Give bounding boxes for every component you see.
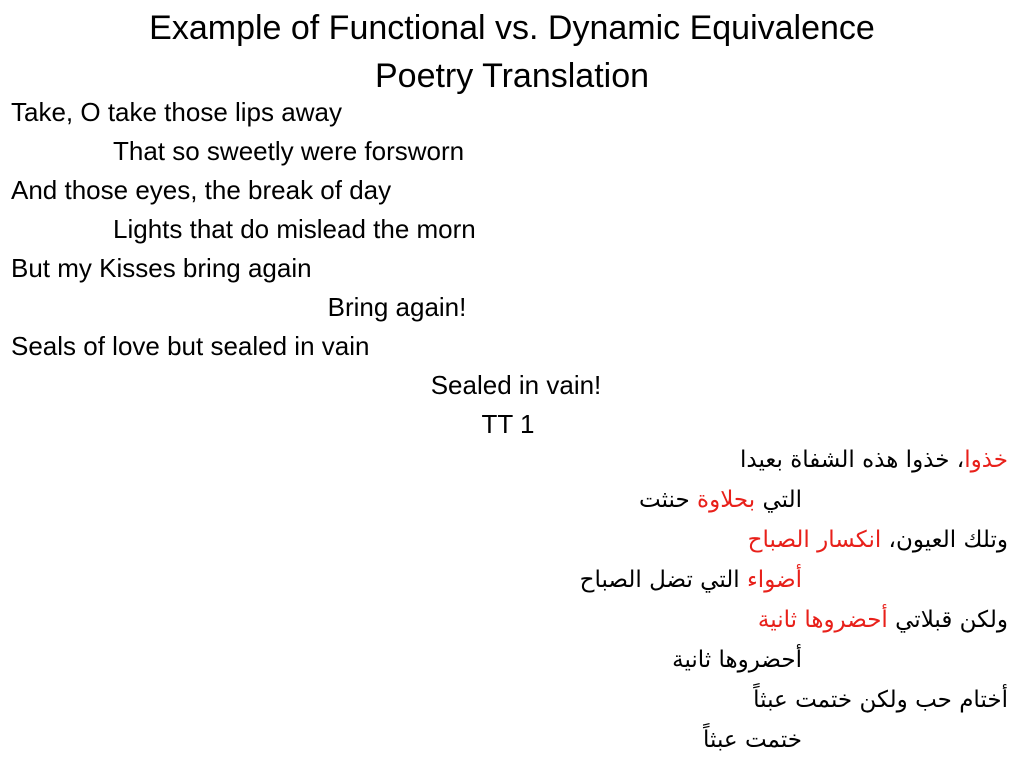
english-line: That so sweetly were forsworn bbox=[113, 136, 465, 166]
arabic-text: أحضروها ثانية bbox=[672, 647, 802, 673]
english-line: Take, O take those lips away bbox=[11, 97, 342, 127]
arabic-line bbox=[758, 600, 1008, 640]
english-line: And those eyes, the break of day bbox=[11, 175, 392, 205]
english-line: But my Kisses bring again bbox=[11, 253, 312, 283]
translation-label: TT 1 bbox=[481, 409, 535, 439]
arabic-text: ، خذوا هذه الشفاة بعيدا bbox=[739, 447, 965, 473]
arabic-text: ولكن قبلاتي bbox=[887, 607, 1008, 633]
highlighted-phrase: بحلاوة bbox=[697, 487, 756, 513]
arabic-text: وتلك العيون، bbox=[881, 527, 1008, 553]
arabic-line bbox=[740, 440, 1008, 480]
arabic-line bbox=[639, 480, 802, 520]
slide-title bbox=[0, 4, 1024, 100]
arabic-text: حنثت bbox=[639, 487, 698, 513]
arabic-line bbox=[748, 520, 1008, 560]
arabic-text: التي bbox=[755, 487, 802, 513]
english-line-refrain: Bring again! bbox=[327, 292, 467, 322]
highlighted-phrase: خذوا bbox=[964, 447, 1008, 473]
arabic-line bbox=[703, 720, 802, 760]
arabic-text: التي تضل الصباح bbox=[579, 567, 747, 593]
english-line-refrain: Sealed in vain! bbox=[430, 370, 602, 400]
title-line-2: Poetry Translation bbox=[374, 57, 650, 95]
arabic-line bbox=[580, 560, 802, 600]
arabic-text: ختمت عبثاً bbox=[703, 727, 802, 753]
arabic-line bbox=[753, 680, 1008, 720]
arabic-line bbox=[672, 640, 802, 680]
highlighted-phrase: انكسار الصباح bbox=[747, 527, 882, 553]
english-line: Seals of love but sealed in vain bbox=[11, 331, 370, 361]
arabic-text: أختام حب ولكن ختمت عبثاً bbox=[753, 687, 1008, 713]
english-line: Lights that do mislead the morn bbox=[113, 214, 476, 244]
title-line-1: Example of Functional vs. Dynamic Equivalence bbox=[149, 9, 875, 47]
highlighted-phrase: أحضروها ثانية bbox=[757, 607, 888, 633]
highlighted-phrase: أضواء bbox=[746, 567, 802, 593]
